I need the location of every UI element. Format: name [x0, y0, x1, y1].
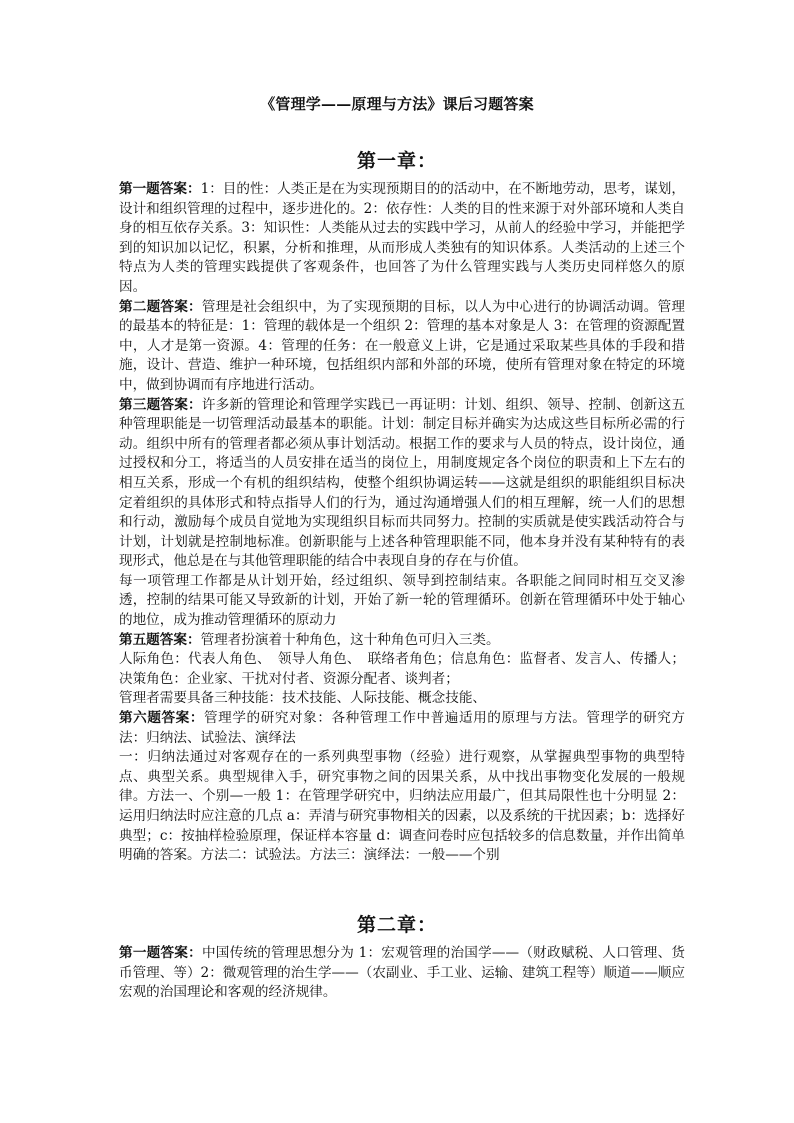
answer-paragraph — [119, 650, 685, 689]
answer-paragraph — [119, 396, 685, 572]
answer-text: 管理者需要具备三种技能：技术技能、人际技能、概念技能、 — [119, 690, 487, 707]
answer-text: 每一项管理工作都是从计划开始，经过组织、领导到控制结束。各职能之间同时相互交叉渗透，控制的结果可能又导致新的计划，开始了新一轮的管理循环。创新在管理循环中处于轴心的地位，成为推动管理循环的原动力 — [119, 572, 685, 629]
chapter-1-body — [119, 180, 685, 866]
answer-paragraph — [119, 748, 685, 866]
answer-paragraph — [119, 709, 685, 748]
answer-paragraph — [119, 631, 685, 651]
answer-text: 管理是社会组织中，为了实现预期的目标，以人为中心进行的协调活动调。管理的最基本的特征是：1：管理的载体是一个组织 2：管理的基本对象是人 3：在管理的资源配置中，人才是第一资源。4：管理的任务：在一般意义上讲，它是通过采取某些具体的手段和措施，设计、营造、维护一种环境，包括组织内部和外部的环境，使所有管理对象在特定的环境中，做到协调而有序地进行活动。 — [119, 298, 686, 393]
answer-label: 第五题答案： — [119, 631, 201, 648]
answer-text: 一：归纳法通过对客观存在的一系列典型事物（经验）进行观察，从掌握典型事物的典型特点、典型关系。典型规律入手，研究事物之间的因果关系，从中找出事物变化发展的一般规律。方法一、个别—一般 1：在管理学研究中，归纳法应用最广，但其局限性也十分明显 2：运用归纳法时应注意的几点 a：弄清与研究事物相关的因素，以及系统的干扰因素；b：选择好典型；c：按抽样检验原理，保证样本容量 d：调查问卷时应包括较多的信息数量，并作出简单明确的答案。方法二：试验法。方法三：演绎法：一般——个别 — [119, 749, 685, 864]
answer-label: 第一题答案： — [119, 181, 201, 197]
answer-text: 人际角色：代表人角色、 领导人角色、 联络者角色；信息角色：监督者、发言人、传播人；决策角色：企业家、干扰对付者、资源分配者、谈判者； — [119, 651, 685, 687]
chapter-2-body — [119, 944, 685, 1003]
answer-label: 第二题答案： — [119, 298, 202, 315]
answer-text: 1：目的性：人类正是在为实现预期目的的活动中，在不断地劳动，思考，谋划，设计和组织管理的过程中，逐步进化的。2：依存性：人类的目的性来源于对外部环境和人类自身的相互依存关系。3：知识性：人类能从过去的实践中学习，从前人的经验中学习，并能把学到的知识加以记忆，积累，分析和推理，从而形成人类独有的知识体系。人类活动的上述三个特点为人类的管理实践提供了客观条件，也回答了为什么管理实践与人类历史同样悠久的原因。 — [119, 181, 685, 295]
answer-paragraph — [119, 180, 685, 298]
answer-text: 中国传统的管理思想分为 1：宏观管理的治国学——（财政赋税、人口管理、货币管理、等）2：微观管理的治生学——（农副业、手工业、运输、建筑工程等）顺道——顺应宏观的治国理论和客观的经济规律。 — [119, 945, 686, 1001]
answer-text: 管理者扮演着十种角色，这十种角色可归入三类。 — [200, 631, 500, 648]
answer-label: 第一题答案： — [119, 945, 202, 961]
answer-label: 第六题答案： — [119, 710, 204, 727]
chapter-2-heading: 第二章： — [356, 914, 437, 936]
chapter-1-heading: 第一章： — [356, 150, 437, 172]
answer-paragraph — [119, 572, 685, 631]
answer-text: 许多新的管理论和管理学实践已一再证明：计划、组织、领导、控制、创新这五种管理职能是一切管理活动最基本的职能。计划：制定目标并确实为达成这些目标所必需的行动。组织中所有的管理者都必须从事计划活动。根据工作的要求与人员的特点，设计岗位，通过授权和分工，将适当的人员安排在适当的岗位上，用制度规定各个岗位的职责和上下左右的相互关系，形成一个有机的组织结构，使整个组织协调运转——这就是组织的职能组织目标决定着组织的具体形式和特点指导人们的行为，通过沟通增强人们的相互理解，统一人们的思想和行动，激励每个成员自觉地为实现组织目标而共同努力。控制的实质就是使实践活动符合与计划，计划就是控制地标准。创新职能与上述各种管理职能不同，他本身并没有某种特有的表现形式，他总是在与其他管理职能的结合中表现自身的存在与价值。 — [119, 396, 686, 570]
answer-paragraph — [119, 689, 685, 709]
answer-paragraph — [119, 298, 685, 396]
document-title: 《管理学——原理与方法》课后习题答案 — [260, 95, 534, 113]
answer-label: 第三题答案： — [119, 396, 202, 413]
answer-text: 管理学的研究对象：各种管理工作中普遍适用的原理与方法。管理学的研究方法：归纳法、试验法、演绎法 — [119, 710, 686, 746]
answer-paragraph — [119, 944, 685, 1003]
